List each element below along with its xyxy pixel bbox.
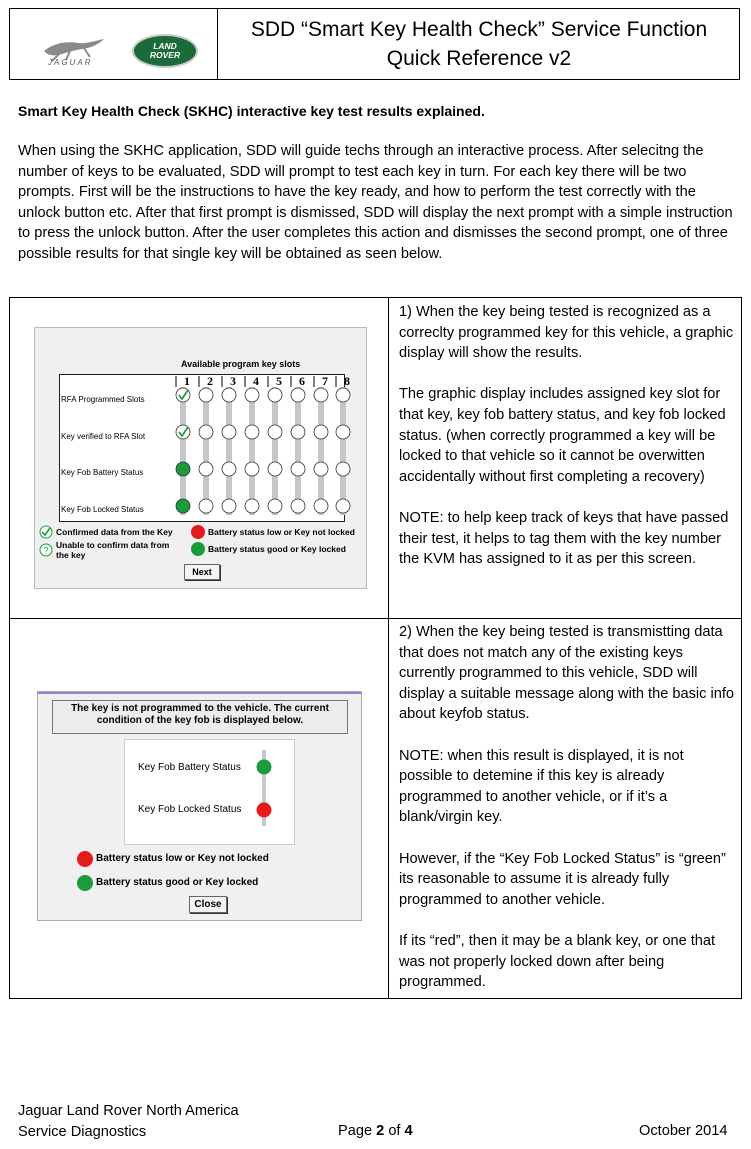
column-divider <box>388 619 389 998</box>
result-2-para-2: NOTE: when this result is displayed, it is not possible to detemine if this key is already programmed to another vehicle, or if it’s a blank/virgin key. <box>399 747 684 826</box>
footer-company-name: Jaguar Land Rover North America <box>18 1103 239 1119</box>
slot-indicator <box>199 388 213 402</box>
slot-track <box>203 387 209 515</box>
legend-green: Battery status good or Key locked <box>208 544 346 554</box>
result-1-para-1: 1) When the key being tested is recognized as a correclty programmed key for this vehicle, a graphic display will show the results. <box>399 304 734 362</box>
page-current: 2 <box>376 1123 385 1139</box>
result-1-para-2: The graphic display includes assigned key slot for that key, key fob battery status, and key fob locked status. (when correctly programmed a key will be locked to that vehicle so it cannot be overwitten accidentally without first completing a recovery) <box>399 386 726 485</box>
result-2-para-4: If its “red”, then it may be a blank key, or one that was not properly locked down after being programmed. <box>399 932 716 991</box>
page-of: of <box>384 1123 405 1139</box>
slot-number: 8 <box>344 374 350 388</box>
intro-heading: Smart Key Health Check (SKHC) interactive key test results explained. <box>18 103 485 119</box>
slot-track <box>340 387 346 515</box>
slot-indicator <box>176 499 190 513</box>
legend-confirmed: Confirmed data from the Key <box>56 527 173 537</box>
result-2-para-3: However, if the “Key Fob Locked Status” is “green” its reasonable to assume it is already fully programmed to another vehicle. <box>399 850 726 908</box>
green-status-icon <box>190 541 206 557</box>
result-2-para-1: 2) When the key being tested is transmistting data that does not match any of the existing keys currently programmed to this vehicle, SDD will display a suitable message along with the basic info about keyfob status. <box>399 624 735 723</box>
status-panel <box>124 739 295 845</box>
slot-track <box>180 387 186 515</box>
intro-paragraph: When using the SKHC application, SDD will guide techs through an interactive process. After selecitng the number of keys to be evaluated, SDD will prompt to test each key in turn. For each key there will be two prompts. First will be the instructions to have the key ready, and how to perform the test correctly with the unlock button etc. After that first prompt is dismissed, SDD will display the next prompt with a simple instruction to press the unlock button. After the user completes this action and dismisses the second prompt, one of three possible results for that single key will be obtained as seen below. <box>18 143 733 262</box>
slot-indicator <box>291 499 305 513</box>
result-1-para-3: NOTE: to help keep track of keys that have passed their test, it helps to tag them with the key number the KVM has assigned to it as per this screen. <box>399 509 729 568</box>
slot-track <box>272 387 278 515</box>
slot-indicator <box>176 462 190 476</box>
slot-number: 6 <box>299 374 305 388</box>
row-label-locked-status: Key Fob Locked Status <box>61 505 144 514</box>
battery-status-label: Key Fob Battery Status <box>138 762 241 773</box>
slot-indicator <box>268 462 282 476</box>
land-rover-logo-top: LAND <box>153 41 177 51</box>
svg-text:?: ? <box>43 545 49 556</box>
footer-department: Service Diagnostics <box>18 1123 147 1140</box>
row-label-battery-status: Key Fob Battery Status <box>61 468 144 477</box>
legend-green: Battery status good or Key locked <box>96 877 259 888</box>
slot-track <box>249 387 255 515</box>
row-label-key-verified: Key verified to RFA Slot <box>61 432 146 441</box>
land-rover-logo-bottom: ROVER <box>149 50 181 60</box>
slot-indicator <box>222 388 236 402</box>
locked-red-icon <box>256 802 272 818</box>
slot-indicator <box>314 388 328 402</box>
slot-indicator <box>222 462 236 476</box>
result-2-text <box>399 622 739 1013</box>
result-row-programmed <box>10 298 741 619</box>
footer-page-number <box>338 1121 413 1142</box>
question-icon <box>39 543 53 557</box>
legend-unable: Unable to confirm data from the key <box>56 540 170 560</box>
key-slot-screenshot <box>34 327 367 589</box>
not-programmed-screenshot <box>37 691 362 921</box>
slot-number: 3 <box>230 374 236 388</box>
check-icon <box>39 525 53 539</box>
slot-number: 4 <box>253 374 259 388</box>
locked-status-label: Key Fob Locked Status <box>138 804 242 815</box>
green-status-icon <box>76 874 94 892</box>
slot-indicator <box>291 425 305 439</box>
legend-red: Battery status low or Key not locked <box>96 853 269 864</box>
slot-number: 7 <box>322 374 328 388</box>
slot-indicator <box>336 388 350 402</box>
slot-indicator <box>199 499 213 513</box>
slot-indicator <box>268 388 282 402</box>
title-line-1: SDD “Smart Key Health Check” Service Function <box>250 18 708 41</box>
slot-indicator <box>245 388 259 402</box>
slot-indicator <box>268 499 282 513</box>
red-status-icon <box>190 524 206 540</box>
result-1-text <box>399 302 739 590</box>
page-prefix: Page <box>338 1123 377 1139</box>
land-rover-logo <box>132 34 198 68</box>
slot-indicator <box>336 425 350 439</box>
slot-indicator <box>314 425 328 439</box>
document-title <box>218 9 740 79</box>
logo-area <box>10 9 218 79</box>
slot-number: 5 <box>276 374 282 388</box>
jaguar-wordmark: JAGUAR <box>48 58 93 67</box>
slot-indicator <box>268 425 282 439</box>
slot-indicator <box>291 388 305 402</box>
next-button[interactable]: Next <box>184 564 220 580</box>
slot-indicator <box>336 499 350 513</box>
slot-track <box>226 387 232 515</box>
grid-title: Available program key slots <box>181 359 301 369</box>
title-line-2: Quick Reference v2 <box>386 47 572 70</box>
slot-indicator <box>291 462 305 476</box>
close-button[interactable]: Close <box>189 896 227 913</box>
legend-red: Battery status low or Key not locked <box>208 527 355 537</box>
footer-date: October 2014 <box>639 1123 728 1139</box>
slot-indicator <box>222 425 236 439</box>
slot-indicator <box>245 425 259 439</box>
slot-indicator <box>314 462 328 476</box>
slot-indicator <box>199 425 213 439</box>
row-label-rfa-programmed: RFA Programmed Slots <box>61 395 145 404</box>
slot-track <box>295 387 301 515</box>
footer-company <box>18 1101 239 1142</box>
slot-indicator <box>314 499 328 513</box>
slot-number: 1 <box>184 374 190 388</box>
slot-indicator <box>245 462 259 476</box>
not-programmed-message: The key is not programmed to the vehicle. The current condition of the key fob is displayed below. <box>52 700 348 734</box>
result-row-not-programmed <box>10 619 741 998</box>
page-total: 4 <box>404 1123 413 1139</box>
column-divider <box>388 298 389 618</box>
page-header <box>9 8 740 80</box>
slot-track <box>318 387 324 515</box>
red-status-icon <box>76 850 94 868</box>
slot-number: 2 <box>207 374 213 388</box>
slot-indicator <box>336 462 350 476</box>
battery-green-icon <box>256 759 272 775</box>
slot-indicator <box>222 499 236 513</box>
results-table <box>9 297 742 999</box>
window-top-border <box>38 692 361 694</box>
slot-indicator <box>199 462 213 476</box>
slot-indicator <box>245 499 259 513</box>
